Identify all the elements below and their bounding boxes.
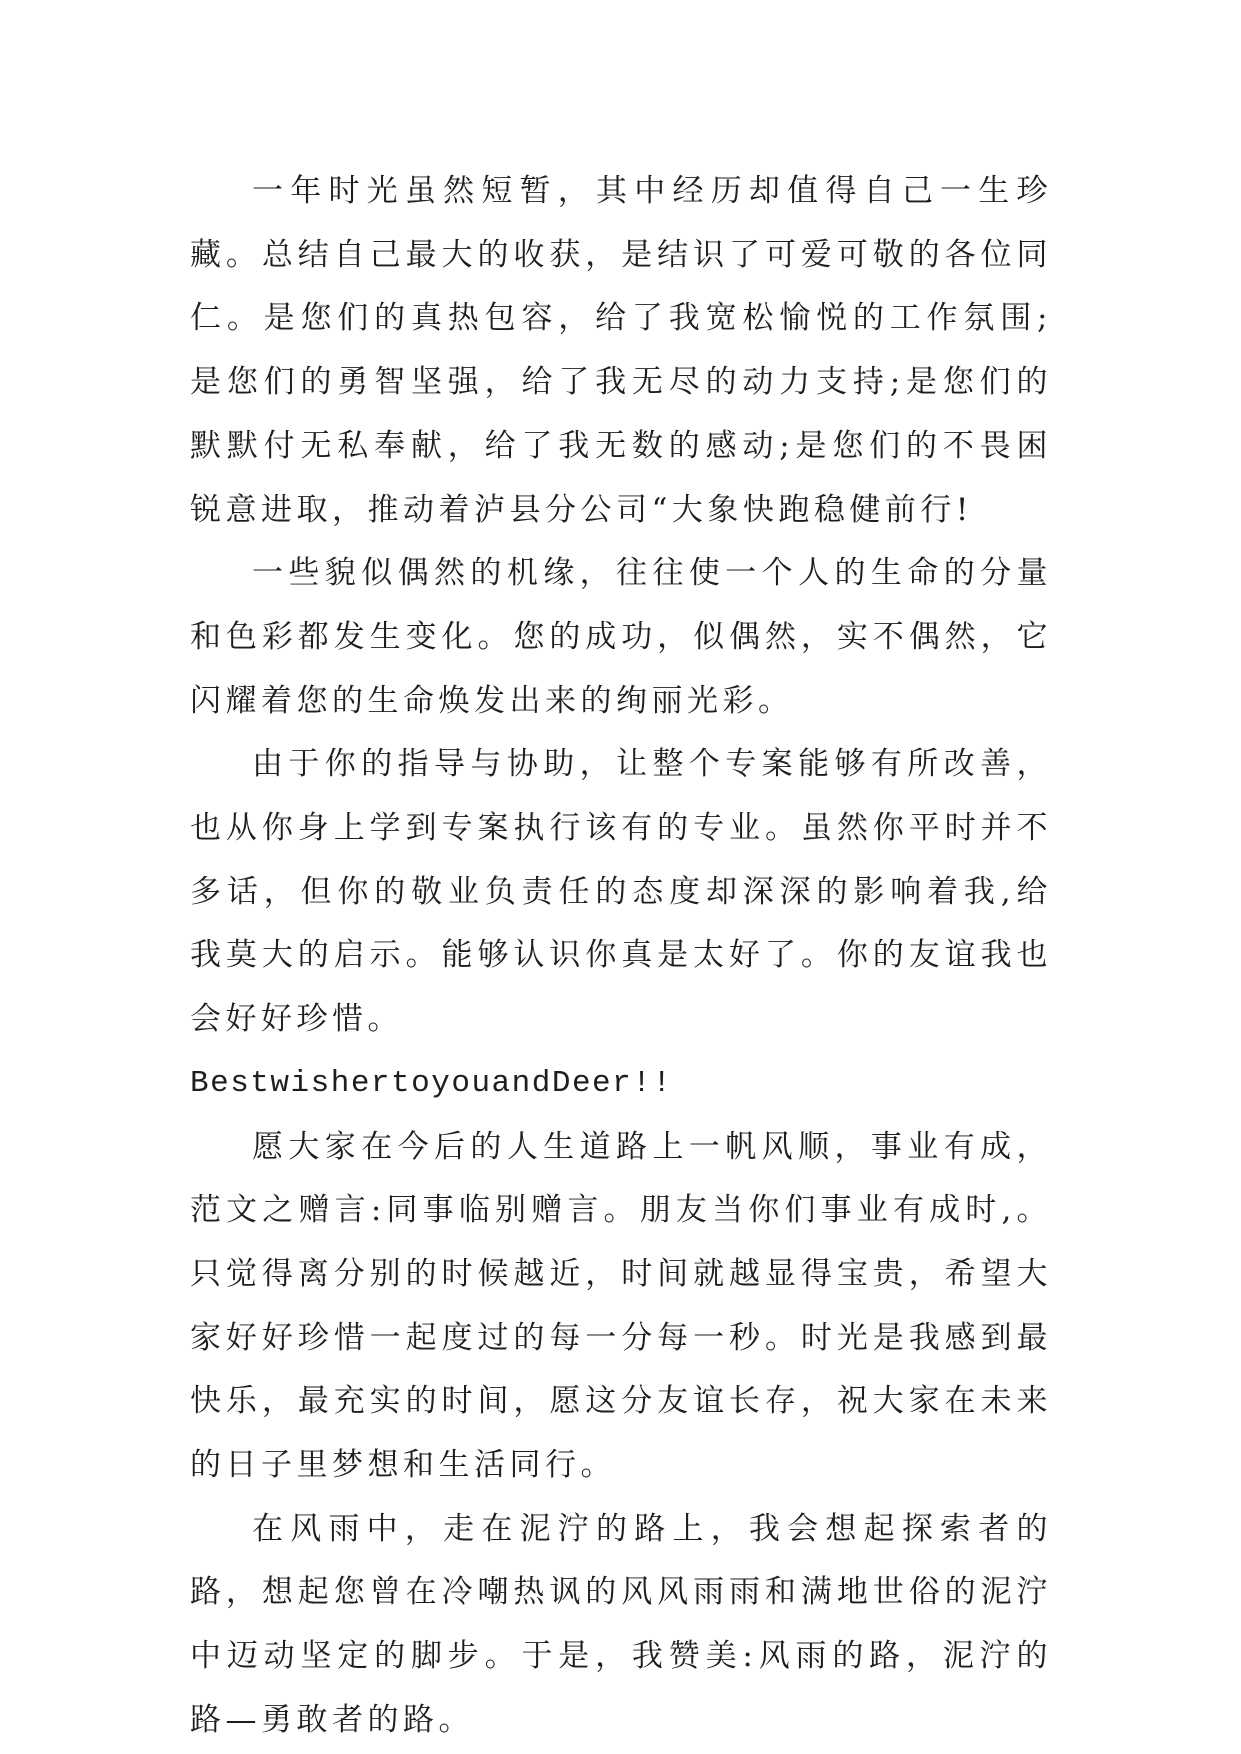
english-wish-line: BestwishertoyouandDeer!! xyxy=(190,1065,673,1101)
paragraph-5: 在风雨中，走在泥泞的路上，我会想起探索者的路，想起您曾在冷嘲热讽的风风雨雨和满地世俗的泥泞中迈动坚定的脚步。于是，我赞美:风雨的路，泥泞的路—勇敢者的路。 xyxy=(190,1510,1052,1738)
paragraph-4: 愿大家在今后的人生道路上一帆风顺，事业有成，范文之赠言:同事临别赠言。朋友当你们事业有成时,。只觉得离分别的时候越近，时间就越显得宝贵，希望大家好好珍惜一起度过的每一分每一秒。时光是我感到最快乐，最充实的时间，愿这分友谊长存，祝大家在未来的日子里梦想和生活同行。 xyxy=(190,1128,1052,1484)
paragraph-1: 一年时光虽然短暂，其中经历却值得自己一生珍藏。总结自己最大的收获，是结识了可爱可敬的各位同仁。是您们的真热包容，给了我宽松愉悦的工作氛围;是您们的勇智坚强，给了我无尽的动力支持;是您们的默默付无私奉献，给了我无数的感动;是您们的不畏困锐意进取，推动着泸县分公司“大象快跑稳健前行! xyxy=(190,173,1052,528)
paragraph-3: 由于你的指导与协助，让整个专案能够有所改善，也从你身上学到专案执行该有的专业。虽然你平时并不多话，但你的敬业负责任的态度却深深的影响着我,给我莫大的启示。能够认识你真是太好了。你的友谊我也会好好珍惜。 xyxy=(190,746,1052,1038)
paragraph-2: 一些貌似偶然的机缘，往往使一个人的生命的分量和色彩都发生变化。您的成功，似偶然，实不偶然，它闪耀着您的生命焕发出来的绚丽光彩。 xyxy=(190,555,1052,719)
document-body xyxy=(190,160,1052,1753)
